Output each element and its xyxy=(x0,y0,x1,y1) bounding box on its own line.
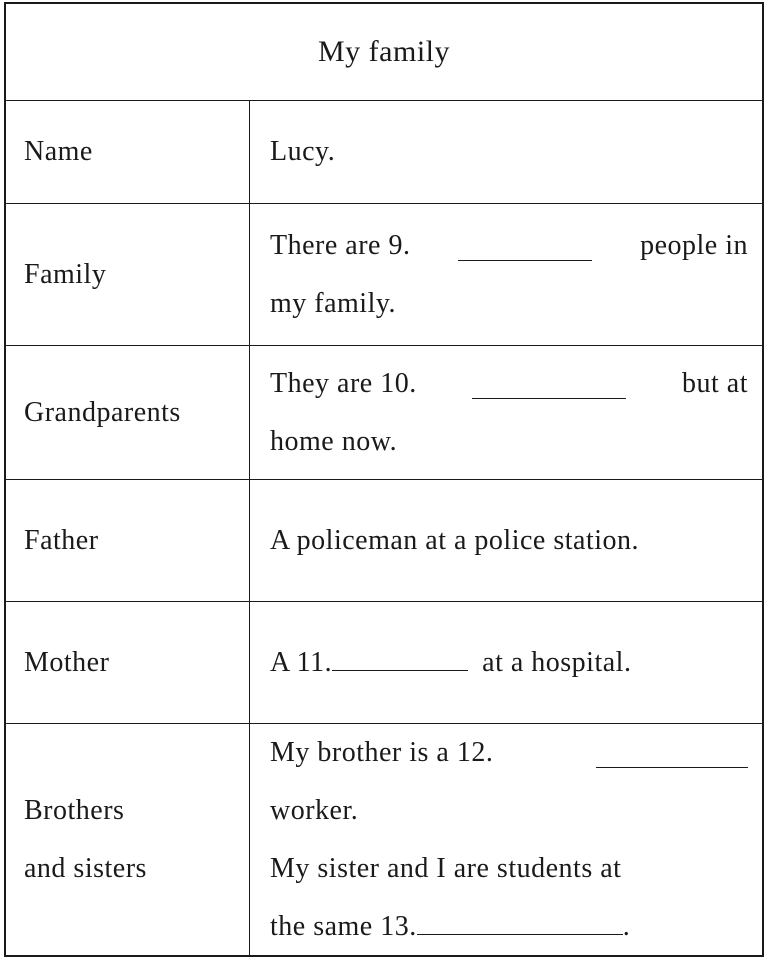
value-father xyxy=(250,480,762,601)
family-line-2: my family. xyxy=(270,287,397,319)
blank-13[interactable] xyxy=(417,904,623,935)
row-family xyxy=(6,204,762,346)
siblings-line-3: My sister and I are students at xyxy=(270,852,622,884)
label-mother: Mother xyxy=(6,602,250,723)
grandparents-line-2: home now. xyxy=(270,425,398,457)
siblings-line-2: worker. xyxy=(270,794,359,826)
label-father: Father xyxy=(6,480,250,601)
siblings-text-c: the same 13. xyxy=(270,910,417,942)
siblings-line-4 xyxy=(270,898,748,956)
siblings-line-1 xyxy=(270,724,748,782)
row-father xyxy=(6,480,762,602)
family-text-a: There are 9. xyxy=(270,229,411,261)
row-siblings xyxy=(6,724,762,955)
siblings-text-d: . xyxy=(622,910,631,942)
name-text: Lucy. xyxy=(270,135,336,167)
grandparents-text-b: but at xyxy=(682,367,748,399)
mother-text-a: A 11. xyxy=(270,646,333,678)
label-siblings xyxy=(6,724,250,955)
siblings-label-line-1: Brothers xyxy=(24,794,125,826)
siblings-label-line-2: and sisters xyxy=(24,852,147,884)
label-grandparents: Grandparents xyxy=(6,346,250,479)
row-name xyxy=(6,100,762,204)
family-table xyxy=(4,2,764,957)
value-name xyxy=(250,100,762,203)
blank-11[interactable] xyxy=(332,640,468,671)
family-line-1 xyxy=(270,217,748,275)
father-text: A policeman at a police station. xyxy=(270,524,640,556)
value-grandparents xyxy=(250,346,762,479)
mother-line-1 xyxy=(270,634,748,692)
blank-10[interactable] xyxy=(472,368,626,399)
mother-text-b: at a hospital. xyxy=(482,646,632,678)
row-mother xyxy=(6,602,762,724)
value-siblings xyxy=(250,724,762,955)
value-mother xyxy=(250,602,762,723)
row-grandparents xyxy=(6,346,762,480)
grandparents-text-a: They are 10. xyxy=(270,367,417,399)
table-title: My family xyxy=(6,4,762,101)
family-text-b: people in xyxy=(640,229,748,261)
blank-9[interactable] xyxy=(458,230,592,261)
value-family xyxy=(250,204,762,345)
label-family: Family xyxy=(6,204,250,345)
siblings-text-a: My brother is a 12. xyxy=(270,736,494,768)
label-name: Name xyxy=(6,100,250,203)
blank-12[interactable] xyxy=(596,737,748,768)
grandparents-line-1 xyxy=(270,355,748,413)
